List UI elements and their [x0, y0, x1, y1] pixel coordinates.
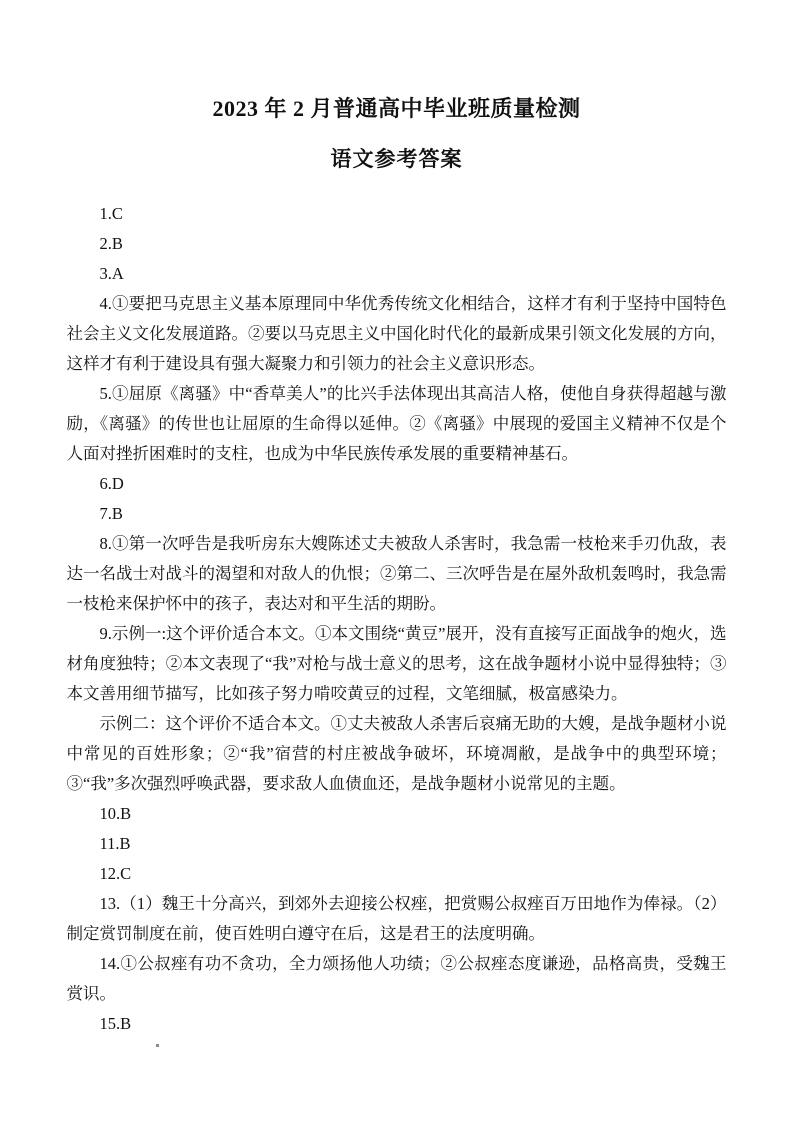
answer-item-1: 1.C [99, 204, 123, 223]
answer-item-10: 10.B [99, 804, 132, 823]
answer-item-8: 8.①第一次呼告是我听房东大嫂陈述丈夫被敌人杀害时，我急需一枝枪来手刃仇敌，表达一名战士对战斗的渴望和对敌人的仇恨；②第二、三次呼告是在屋外敌机轰鸣时，我急需一枝枪来保护怀中的孩子，表达对和平生活的期盼。 [66, 534, 727, 613]
answer-item-14: 14.①公叔痤有功不贪功，全力颂扬他人功绩；②公叔痤态度谦逊，品格高贵，受魏王赏识。 [66, 954, 727, 1003]
answer-item-11: 11.B [99, 834, 131, 853]
document-body [67, 0, 727, 1039]
answer-item-2: 2.B [99, 234, 123, 253]
answer-item-4: 4.①要把马克思主义基本原理同中华优秀传统文化相结合，这样才有利于坚持中国特色社会主义文化发展道路。②要以马克思主义中国化时代化的最新成果引领文化发展的方向，这样才有利于建设具有强大凝聚力和引领力的社会主义意识形态。 [66, 294, 727, 373]
stray-dot-artifact [156, 1044, 159, 1047]
answer-item-9-example-2: 示例二：这个评价不适合本文。①丈夫被敌人杀害后哀痛无助的大嫂，是战争题材小说中常见的百姓形象；②“我”宿营的村庄被战争破坏，环境凋敝，是战争中的典型环境；③“我”多次强烈呼唤武器，要求敌人血债血还，是战争题材小说常见的主题。 [66, 714, 727, 793]
answer-item-5: 5.①屈原《离骚》中“香草美人”的比兴手法体现出其高洁人格，使他自身获得超越与激励，《离骚》的传世也让屈原的生命得以延伸。②《离骚》中展现的爱国主义精神不仅是个人面对挫折困难时的支柱，也成为中华民族传承发展的重要精神基石。 [66, 384, 727, 463]
answer-item-3: 3.A [99, 264, 124, 283]
answer-item-9-example-1: 9.示例一:这个评价适合本文。①本文围绕“黄豆”展开，没有直接写正面战争的炮火，选材角度独特；②本文表现了“我”对枪与战士意义的思考，这在战争题材小说中显得独特；③本文善用细节描写，比如孩子努力啃咬黄豆的过程，文笔细腻，极富感染力。 [66, 624, 727, 703]
answer-item-12: 12.C [99, 864, 132, 883]
page-title: 2023 年 2 月普通高中毕业班质量检测 [212, 96, 581, 121]
page-subtitle: 语文参考答案 [330, 147, 463, 171]
answer-item-15: 15.B [99, 1014, 132, 1033]
answer-item-6: 6.D [99, 474, 124, 493]
answer-item-13: 13.（1）魏王十分高兴，到郊外去迎接公权痤，把赏赐公叔痤百万田地作为俸禄。（2）制定赏罚制度在前，使百姓明白遵守在后，这是君王的法度明确。 [66, 894, 727, 943]
answer-item-7: 7.B [99, 504, 123, 523]
